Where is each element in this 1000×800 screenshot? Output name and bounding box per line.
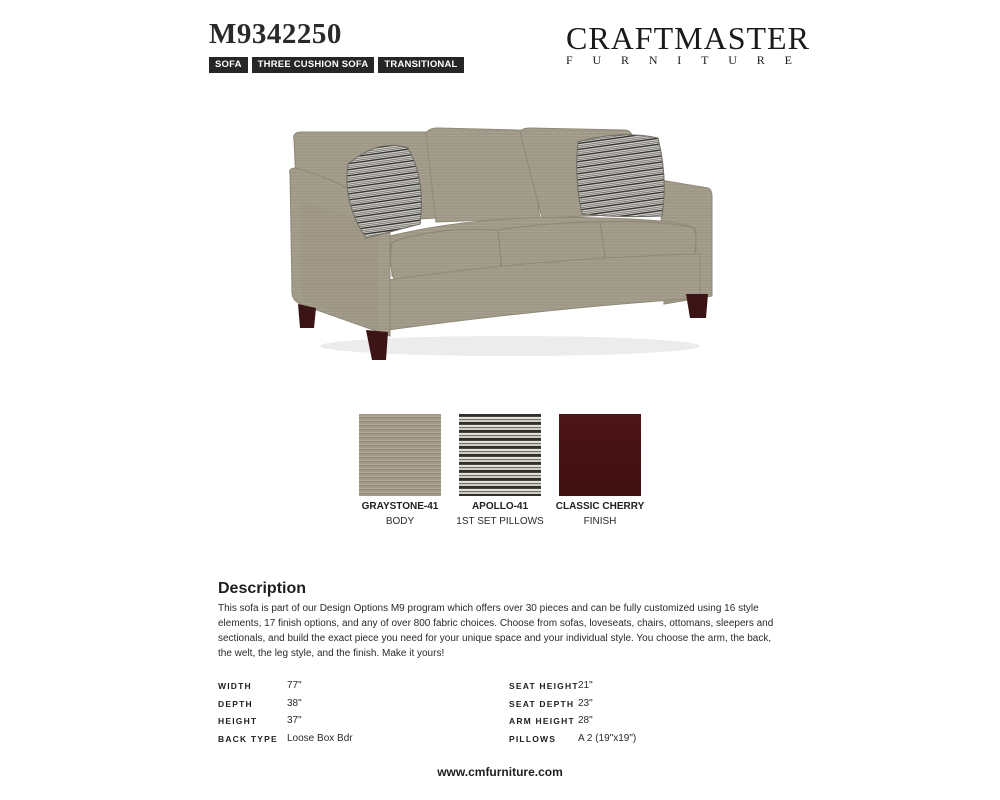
pillow-right — [577, 135, 665, 217]
tag-transitional: TRANSITIONAL — [378, 57, 463, 73]
spec-value-arm-height: 28" — [578, 715, 593, 726]
spec-label-width: WIDTH — [218, 681, 252, 691]
website-url: www.cmfurniture.com — [437, 765, 563, 779]
spec-value-seat-height: 21" — [578, 680, 593, 691]
spec-value-width: 77" — [287, 680, 302, 691]
spec-value-height: 37" — [287, 715, 302, 726]
spec-label-seat-depth: SEAT DEPTH — [509, 699, 575, 709]
spec-value-seat-depth: 23" — [578, 698, 593, 709]
pillow-left — [347, 145, 422, 238]
spec-label-seat-height: SEAT HEIGHT — [509, 681, 579, 691]
swatch-role: 1ST SET PILLOWS — [456, 516, 544, 527]
spec-value-back-type: Loose Box Bdr — [287, 733, 353, 744]
model-number: M9342250 — [209, 18, 342, 50]
swatch-classic-cherry — [559, 414, 641, 496]
spec-label-height: HEIGHT — [218, 716, 258, 726]
tag-sofa: SOFA — [209, 57, 248, 73]
spec-label-back-type: BACK TYPE — [218, 734, 278, 744]
spec-label-depth: DEPTH — [218, 699, 253, 709]
spec-value-depth: 38" — [287, 698, 302, 709]
swatch-name: APOLLO-41 — [471, 501, 529, 512]
swatch-name: CLASSIC CHERRY — [555, 501, 645, 512]
swatch-role: BODY — [385, 516, 415, 527]
spec-value-pillows: A 2 (19"x19") — [578, 733, 637, 744]
category-tags — [209, 57, 464, 73]
description-text: This sofa is part of our Design Options M9 program which offers over 30 pieces and can be fully customized using 16 style elements, 17 finish options, and any of over 800 fabric choices. Choose from sofas, loveseats, chairs, ottomans, sleepers and sectionals, and build the exact piece you need for your unique space and your individual style. You choose the arm, the back, the welt, the leg style, and the finish. Make it yours! — [218, 603, 774, 659]
brand-name: CRAFTMASTER — [566, 20, 810, 56]
brand-subtitle: F U R N I T U R E — [566, 53, 792, 67]
description-title: Description — [218, 580, 307, 597]
swatch-name: GRAYSTONE-41 — [361, 501, 439, 512]
swatch-role: FINISH — [583, 516, 617, 527]
spec-label-pillows: PILLOWS — [509, 734, 557, 744]
spec-label-arm-height: ARM HEIGHT — [509, 716, 575, 726]
swatch-graystone — [359, 414, 441, 496]
sofa-product-image — [280, 118, 720, 368]
swatch-apollo — [459, 414, 541, 496]
tag-three-cushion-sofa: THREE CUSHION SOFA — [252, 57, 375, 73]
swatch-finish — [540, 414, 660, 527]
brand-logo — [566, 20, 810, 67]
